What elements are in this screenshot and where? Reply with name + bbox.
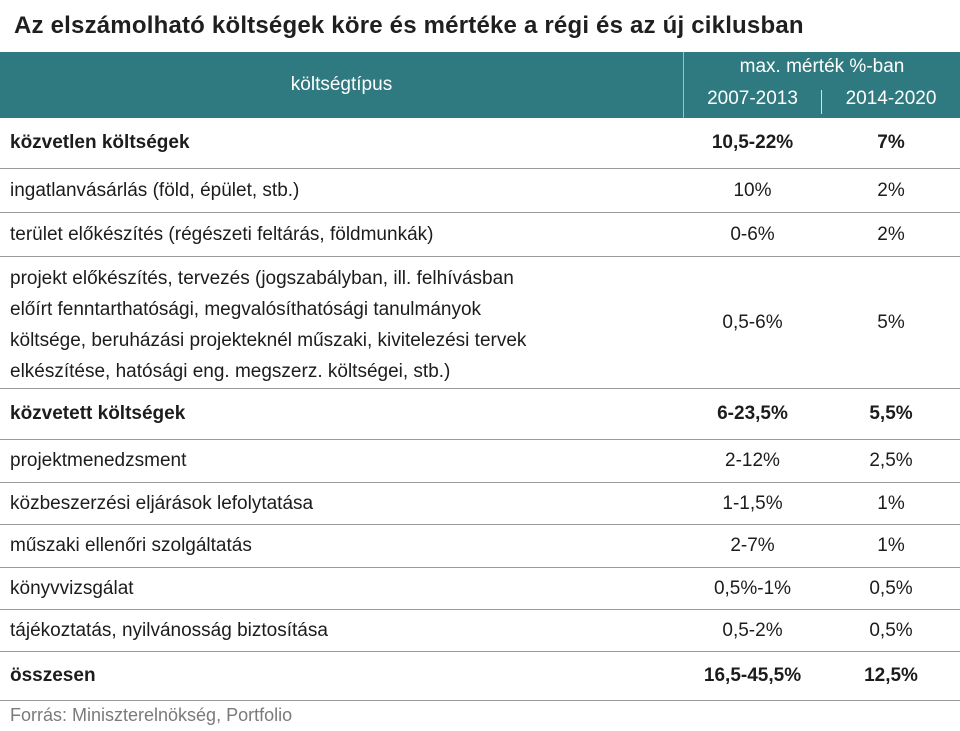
row-label-line: előírt fenntarthatósági, megvalósíthatósági tanulmányok xyxy=(10,299,482,320)
row-value-2014-2020: 1% xyxy=(877,535,905,556)
row-value-2014-2020: 5% xyxy=(877,311,905,333)
row-value-2007-2013: 10% xyxy=(733,179,772,201)
row-label: közbeszerzési eljárások lefolytatása xyxy=(10,492,314,514)
table-row xyxy=(0,169,960,213)
table-body xyxy=(0,118,960,700)
row-label: közvetlen költségek xyxy=(10,132,190,153)
row-value-2007-2013: 0,5%-1% xyxy=(713,577,792,599)
column-header-max-rate: max. mérték %-ban xyxy=(739,56,905,77)
row-label: közvetett költségek xyxy=(10,403,186,424)
row-label: projektmenedzsment xyxy=(10,450,187,471)
table-header xyxy=(0,52,960,118)
table-row xyxy=(0,568,960,610)
column-header-2007-2013: 2007-2013 xyxy=(707,88,798,109)
table-row xyxy=(0,525,960,568)
row-value-2014-2020: 12,5% xyxy=(864,665,918,686)
row-value-2014-2020: 0,5% xyxy=(869,577,913,599)
row-value-2007-2013: 2-7% xyxy=(730,535,775,556)
row-value-2007-2013: 0,5-6% xyxy=(722,311,783,333)
row-value-2007-2013: 2-12% xyxy=(725,450,780,471)
column-header-cost-type: költségtípus xyxy=(290,74,393,95)
row-label-line: projekt előkészítés, tervezés (jogszabályban, ill. felhívásban xyxy=(10,268,514,289)
table-row xyxy=(0,257,960,389)
table-row-total xyxy=(0,652,960,700)
table-row xyxy=(0,440,960,483)
row-value-2014-2020: 2% xyxy=(877,223,905,245)
table-row-direct-costs xyxy=(0,118,960,169)
row-value-2007-2013: 6-23,5% xyxy=(717,403,788,424)
row-value-2007-2013: 0,5-2% xyxy=(722,619,783,641)
row-value-2014-2020: 5,5% xyxy=(869,403,913,424)
column-header-2014-2020: 2014-2020 xyxy=(845,88,937,109)
row-label-line: elkészítése, hatósági eng. megszerz. költségei, stb.) xyxy=(10,361,451,382)
table-row xyxy=(0,610,960,652)
row-label xyxy=(10,263,680,387)
row-value-2014-2020: 2,5% xyxy=(869,450,913,471)
table-title: Az elszámolható költségek köre és mértéke a régi és az új ciklusban xyxy=(14,12,804,39)
row-value-2014-2020: 1% xyxy=(877,492,905,514)
table-row xyxy=(0,213,960,257)
row-label-line: költsége, beruházási projekteknél műszaki, kivitelezési tervek xyxy=(10,330,527,351)
row-value-2007-2013: 16,5-45,5% xyxy=(703,665,802,686)
row-value-2007-2013: 10,5-22% xyxy=(711,132,794,153)
row-value-2007-2013: 1-1,5% xyxy=(722,492,783,514)
table-row xyxy=(0,483,960,525)
row-value-2014-2020: 7% xyxy=(877,132,905,153)
row-label: ingatlanvásárlás (föld, épület, stb.) xyxy=(10,179,300,201)
row-label: könyvvizsgálat xyxy=(10,577,134,599)
source-note: Forrás: Miniszterelnökség, Portfolio xyxy=(10,705,293,725)
row-value-2014-2020: 0,5% xyxy=(869,619,913,641)
row-value-2014-2020: 2% xyxy=(877,179,905,201)
row-label: tájékoztatás, nyilvánosság biztosítása xyxy=(10,619,328,641)
row-label: terület előkészítés (régészeti feltárás, földmunkák) xyxy=(10,223,434,245)
row-label: műszaki ellenőri szolgáltatás xyxy=(10,535,252,556)
row-label: összesen xyxy=(10,665,96,686)
row-value-2007-2013: 0-6% xyxy=(730,223,775,245)
table-row-indirect-costs xyxy=(0,389,960,440)
